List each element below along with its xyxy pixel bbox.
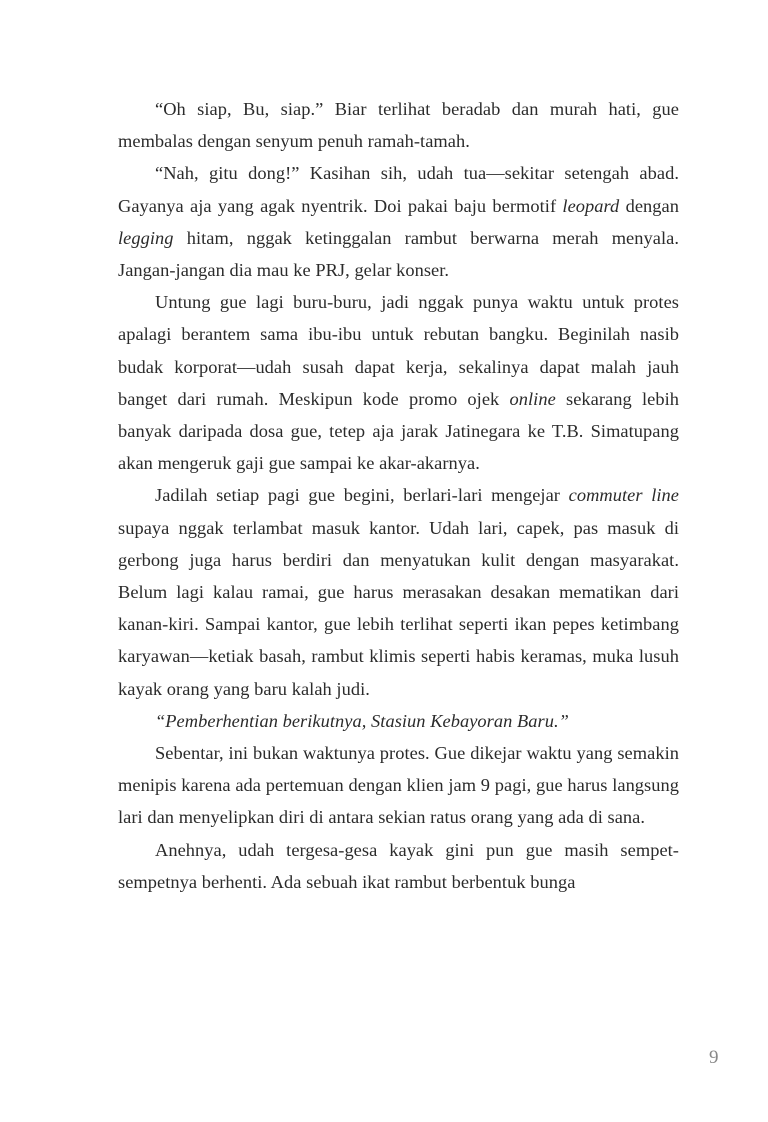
text-run: hitam, nggak ketinggalan rambut berwarna merah menyala. Jangan-jangan dia mau ke PRJ, gelar konser.: [118, 227, 679, 281]
italic-text-run: commuter line: [568, 485, 679, 506]
text-run: Sebentar, ini bukan waktunya protes. Gue dikejar waktu yang semakin menipis karena ada pertemuan dengan klien jam 9 pagi, gue harus langsung lari dan menyelipkan diri di antara sekian ratus orang yang ada di sana.: [118, 743, 679, 828]
paragraph-7: [118, 834, 679, 898]
paragraph-6: [118, 737, 679, 834]
page-number: 9: [709, 1047, 719, 1068]
paragraph-1: [118, 93, 679, 157]
text-run: Anehnya, udah tergesa-gesa kayak gini pun gue masih sempet-sempetnya berhenti. Ada sebuah ikat rambut berbentuk bunga: [118, 839, 679, 892]
italic-text-run: legging: [118, 227, 174, 248]
text-run: supaya nggak terlambat masuk kantor. Udah lari, capek, pas masuk di gerbong juga harus berdiri dan menyatukan kulit dengan masyarakat. Belum lagi kalau ramai, gue harus merasakan desakan mematikan dari kanan-kiri. Sampai kantor, gue lebih terlihat seperti ikan pepes ketimbang karyawan—ketiak basah, rambut klimis seperti habis keramas, muka lusuh kayak orang yang baru kalah judi.: [118, 517, 679, 699]
book-page-body: [118, 93, 679, 898]
text-run: “Nah, gitu dong!” Kasihan sih, udah tua—sekitar setengah abad. Gayanya aja yang agak nyentrik. Doi pakai baju bermotif: [118, 163, 679, 216]
paragraph-4: [118, 479, 679, 704]
paragraph-5: [118, 705, 679, 737]
text-run: Jadilah setiap pagi gue begini, berlari-lari mengejar: [155, 485, 569, 506]
text-run: sekarang lebih banyak daripada dosa gue, tetep aja jarak Jatinegara ke T.B. Simatupang akan mengeruk gaji gue sampai ke akar-akarnya.: [118, 388, 679, 474]
paragraph-2: [118, 157, 679, 286]
italic-text-run: “Pemberhentian berikutnya, Stasiun Kebayoran Baru.”: [155, 710, 569, 731]
paragraph-3: [118, 286, 679, 479]
italic-text-run: online: [509, 388, 556, 409]
text-run: dengan: [619, 195, 679, 216]
text-run: Untung gue lagi buru-buru, jadi nggak punya waktu untuk protes apalagi berantem sama ibu-ibu untuk rebutan bangku. Beginilah nasib budak korporat—udah susah dapat kerja, sekalinya dapat malah jauh banget dari rumah. Meskipun kode promo ojek: [118, 292, 679, 409]
text-run: “Oh siap, Bu, siap.” Biar terlihat beradab dan murah hati, gue membalas dengan senyum penuh ramah-tamah.: [118, 99, 679, 152]
italic-text-run: leopard: [562, 195, 620, 216]
